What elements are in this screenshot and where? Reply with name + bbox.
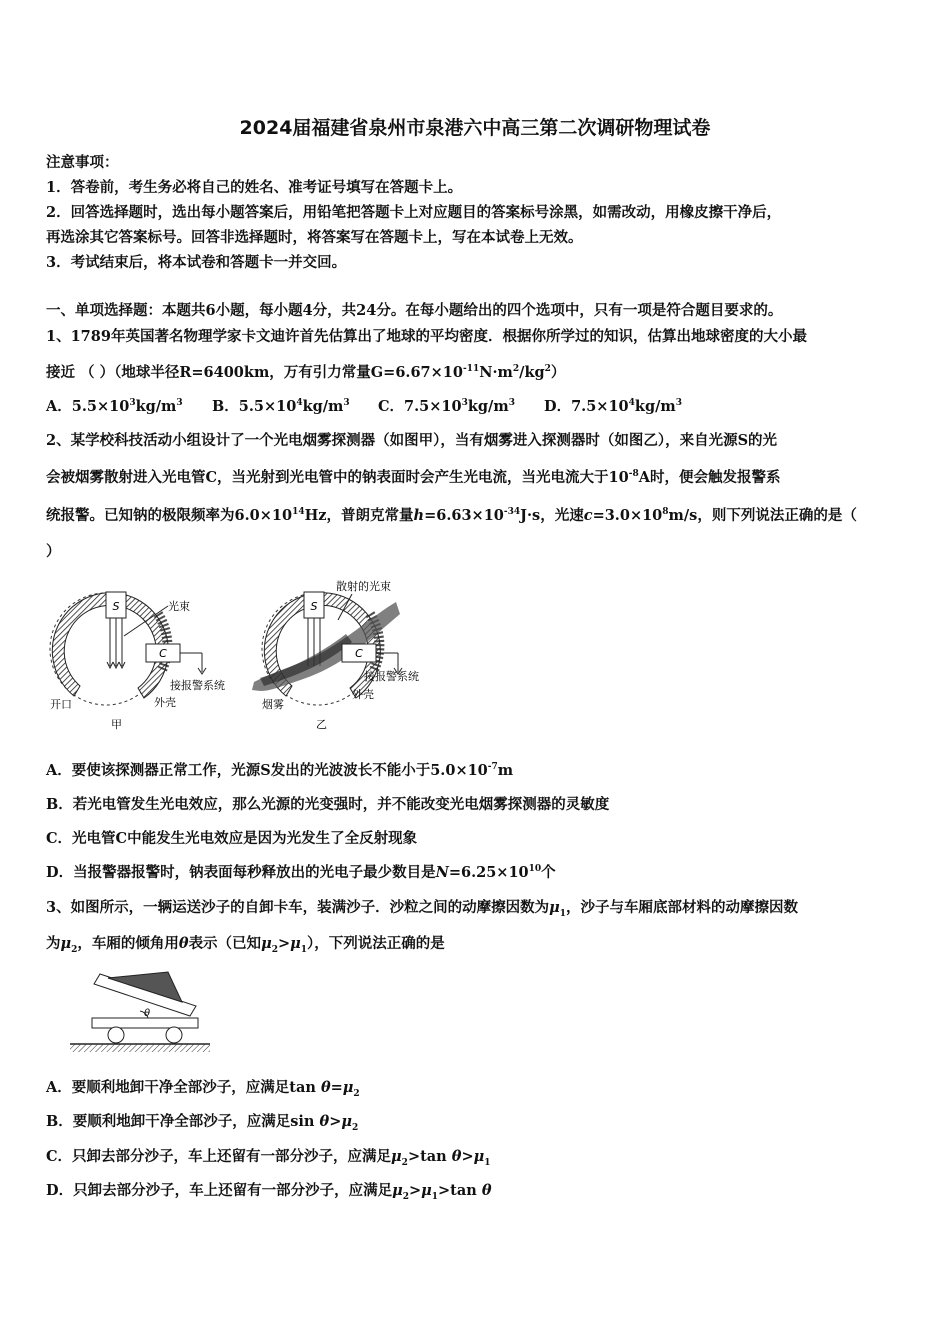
figure-a-label: 甲	[111, 718, 122, 731]
q1-option-b[interactable]: B．$5.5\times 10^4kg/m^3$	[212, 398, 350, 415]
q1-stem-2: 接近 （ ）（地球半径R=6400km，万有引力常量$G=6.67\times 10^{-11}N\cdot m^2/kg^2$）	[46, 364, 566, 381]
smoke-label: 烟雾	[262, 698, 284, 711]
q1-option-c[interactable]: C．$7.5\times 10^3kg/m^3$	[378, 398, 515, 415]
q2-option-b[interactable]: B．若光电管发生光电效应，那么光源的光变强时，并不能改变光电烟雾探测器的灵敏度	[46, 796, 610, 813]
q2-option-a[interactable]: A．要使该探测器正常工作，光源S发出的光波波长不能小于$5.0\times 10^{-7}m$	[46, 762, 514, 779]
notice-item: 3．考试结束后，将本试卷和答题卡一并交回。	[46, 254, 347, 271]
q2-stem-3: 统报警。已知钠的极限频率为$6.0\times 10^{14}Hz$，普朗克常量$h=6.63\times 10^{-34}J\cdot s$，光速$c=3.0\times 10^8m/s$，则下列说法正确的是（	[46, 507, 857, 524]
smoke-detector-figure	[46, 574, 446, 734]
truck-chassis	[92, 1018, 198, 1028]
q1-option-a[interactable]: A．$5.5\times 10^3kg/m^3$	[46, 398, 183, 415]
q3-option-b[interactable]: B．要顺利地卸干净全部沙子，应满足$\sin \theta>\mu_2$	[46, 1113, 359, 1133]
opening-label: 开口	[50, 698, 72, 711]
figure-b-label: 乙	[316, 718, 327, 731]
phototube-label-b: C	[355, 647, 363, 660]
ground	[70, 1044, 210, 1052]
alarm-label-b: 接报警系统	[364, 670, 419, 683]
source-label: S	[112, 600, 120, 613]
figure-a	[50, 592, 225, 731]
shell-label: 外壳	[154, 696, 176, 709]
q3-stem-2: 为$\mu_2$，车厢的倾角用θ表示（已知$\mu_2>\mu_1$），下列说法正确的是	[46, 935, 445, 955]
notice-item: 1．答卷前，考生务必将自己的姓名、准考证号填写在答题卡上。	[46, 179, 463, 196]
scattered-label: 散射的光束	[336, 580, 391, 593]
q2-option-d[interactable]: D．当报警器报警时，钠表面每秒释放出的光电子最少数目是$N=6.25\times 10^{10}$个	[46, 864, 556, 881]
q3-option-c[interactable]: C．只卸去部分沙子，车上还留有一部分沙子，应满足$\mu_2>\tan$ $\theta>\mu_1$	[46, 1148, 491, 1168]
notice-heading: 注意事项：	[46, 154, 119, 171]
q1-option-d[interactable]: D．$7.5\times 10^4kg/m^3$	[544, 398, 682, 415]
q1-options	[46, 397, 682, 417]
notice-item: 再选涂其它答案标号。回答非选择题时，将答案写在答题卡上，写在本试卷上无效。	[46, 229, 583, 246]
q1-stem: 1、1789年英国著名物理学家卡文迪许首先估算出了地球的平均密度．根据你所学过的知识，估算出地球密度的大小最	[46, 328, 807, 345]
notice-item: 2．回答选择题时，选出每小题答案后，用铅笔把答题卡上对应题目的答案标号涂黑，如需改动，用橡皮擦干净后，	[46, 204, 782, 221]
wheel	[166, 1027, 182, 1043]
q2-stem-2: 会被烟雾散射进入光电管C，当光射到光电管中的钠表面时会产生光电流，当光电流大于$10^{-8}A$时，便会触发报警系	[46, 469, 781, 486]
dump-truck-figure	[70, 964, 210, 1056]
source-label-b: S	[310, 600, 318, 613]
shell-label-b: 外壳	[352, 688, 374, 701]
q3-option-a[interactable]: A．要顺利地卸干净全部沙子，应满足$\tan \theta=\mu_2$	[46, 1079, 360, 1099]
q2-option-c[interactable]: C．光电管C中能发生光电效应是因为光发生了全反射现象	[46, 830, 418, 847]
q2-stem: 2、某学校科技活动小组设计了一个光电烟雾探测器（如图甲），当有烟雾进入探测器时（如图乙），来自光源S的光	[46, 432, 778, 449]
light-beam-label: 光束	[168, 600, 190, 613]
q2-stem-4: ）	[46, 543, 61, 560]
phototube-label: C	[159, 647, 167, 660]
page-title: 2024届福建省泉州市泉港六中高三第二次调研物理试卷	[239, 117, 711, 139]
q3-stem: 3、如图所示，一辆运送沙子的自卸卡车，装满沙子．沙粒之间的动摩擦因数为$\mu_1$，沙子与车厢底部材料的动摩擦因数	[46, 899, 798, 919]
figure-b	[252, 579, 419, 731]
wheel	[108, 1027, 124, 1043]
section-heading: 一、单项选择题：本题共6小题，每小题4分，共24分。在每小题给出的四个选项中，只有一项是符合题目要求的。	[46, 302, 783, 319]
q3-option-d[interactable]: D．只卸去部分沙子，车上还留有一部分沙子，应满足$\mu_2>\mu_1>\tan$ θ	[46, 1182, 492, 1202]
alarm-label: 接报警系统	[170, 679, 225, 692]
theta-label: θ	[144, 1008, 151, 1019]
